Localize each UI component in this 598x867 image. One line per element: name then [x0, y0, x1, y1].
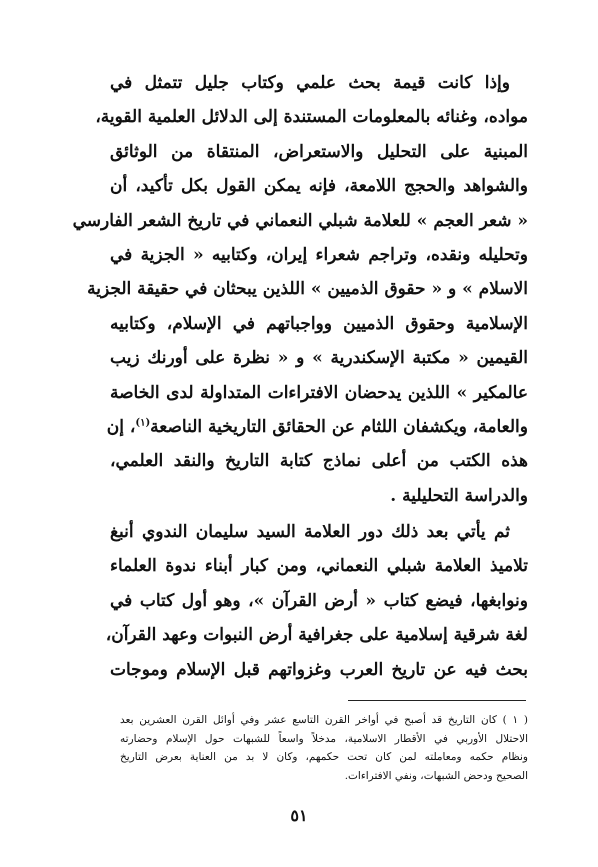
text-line: والدراسة التحليلية .: [390, 485, 528, 506]
paragraph-1: [72, 66, 528, 513]
text-line: القيمين « مكتبة الإسكندرية » و « نظرة على أورنك زيب: [110, 348, 528, 369]
footnotes: [120, 711, 528, 785]
text-line: الإسلامية وحقوق الذميين وواجباتهم في الإسلام، وكتابيه: [110, 313, 528, 334]
text-line-main: والعامة، ويكشفان اللثام عن الحقائق التاريخية الناصعة: [150, 416, 528, 437]
footnote-separator: [348, 700, 526, 701]
text-line: لغة شرقية إسلامية على جغرافية أرض النبوات وعهد القرآن،: [105, 625, 528, 646]
text-line-tail: ، إن: [106, 416, 136, 437]
text-line: مواده، وغنائه بالمعلومات المستندة إلى الدلائل العلمية القوية،: [95, 107, 528, 128]
footnote-line: ( ١ ) كان التاريخ قد أصبح في أواخر القرن التاسع عشر وفي أوائل القرن العشرين بعد: [120, 714, 528, 726]
paragraph-2: [105, 515, 528, 687]
footnote-line: ونظام حكمه ومعاملته لمن كان تحت حكمهم، وكان لا بد من العناية بعرض التاريخ: [120, 751, 528, 763]
text-line: ثم يأتي بعد ذلك دور العلامة السيد سليمان الندوي أنبغ: [110, 522, 510, 542]
text-line: وتحليله ونقده، وتراجم شعراء إيران، وكتابيه « الجزية في: [110, 244, 528, 265]
text-line: « شعر العجم » للعلامة شبلي النعماني في تاريخ الشعر الفارسي: [72, 210, 528, 231]
footnote-reference[interactable]: (١): [135, 417, 151, 429]
footnote-line: الصحيح ودحض الشبهات، ونفي الافتراءات.: [344, 769, 528, 782]
page-number: ٥١: [290, 806, 308, 825]
text-line: بحث فيه عن تاريخ العرب وغزواتهم قبل الإسلام وموجات: [110, 659, 528, 680]
text-line: وإذا كانت قيمة بحث علمي وكتاب جليل تتمثل في: [110, 73, 510, 93]
text-line: ونوابغها، فيضع كتاب « أرض القرآن »، وهو أول كتاب في: [110, 590, 528, 611]
text-line: الاسلام » و « حقوق الذميين » اللذين يبحثان في حقيقة الجزية: [87, 279, 528, 300]
text-line-with-footnote: [106, 410, 528, 444]
text-line: والشواهد والحجج اللامعة، فإنه يمكن القول بكل تأكيد، أن: [110, 176, 528, 197]
text-line: المبنية على التحليل والاستعراض، المنتقاة من الوثائق: [110, 141, 528, 162]
text-line: تلاميذ العلامة شبلي النعماني، ومن كبار أبناء ندوة العلماء: [110, 556, 528, 577]
footnote-line: الاحتلال الأوربي في الأقطار الاسلامية، مدخلاً واسعاً للشبهات حول الإسلام وحضارته: [120, 732, 528, 745]
text-line: عالمكير » اللذين يدحضان الافتراءات المتداولة لدى الخاصة: [110, 382, 528, 403]
text-line: هذه الكتب من أعلى نماذج كتابة التاريخ والنقد العلمي،: [110, 451, 528, 472]
